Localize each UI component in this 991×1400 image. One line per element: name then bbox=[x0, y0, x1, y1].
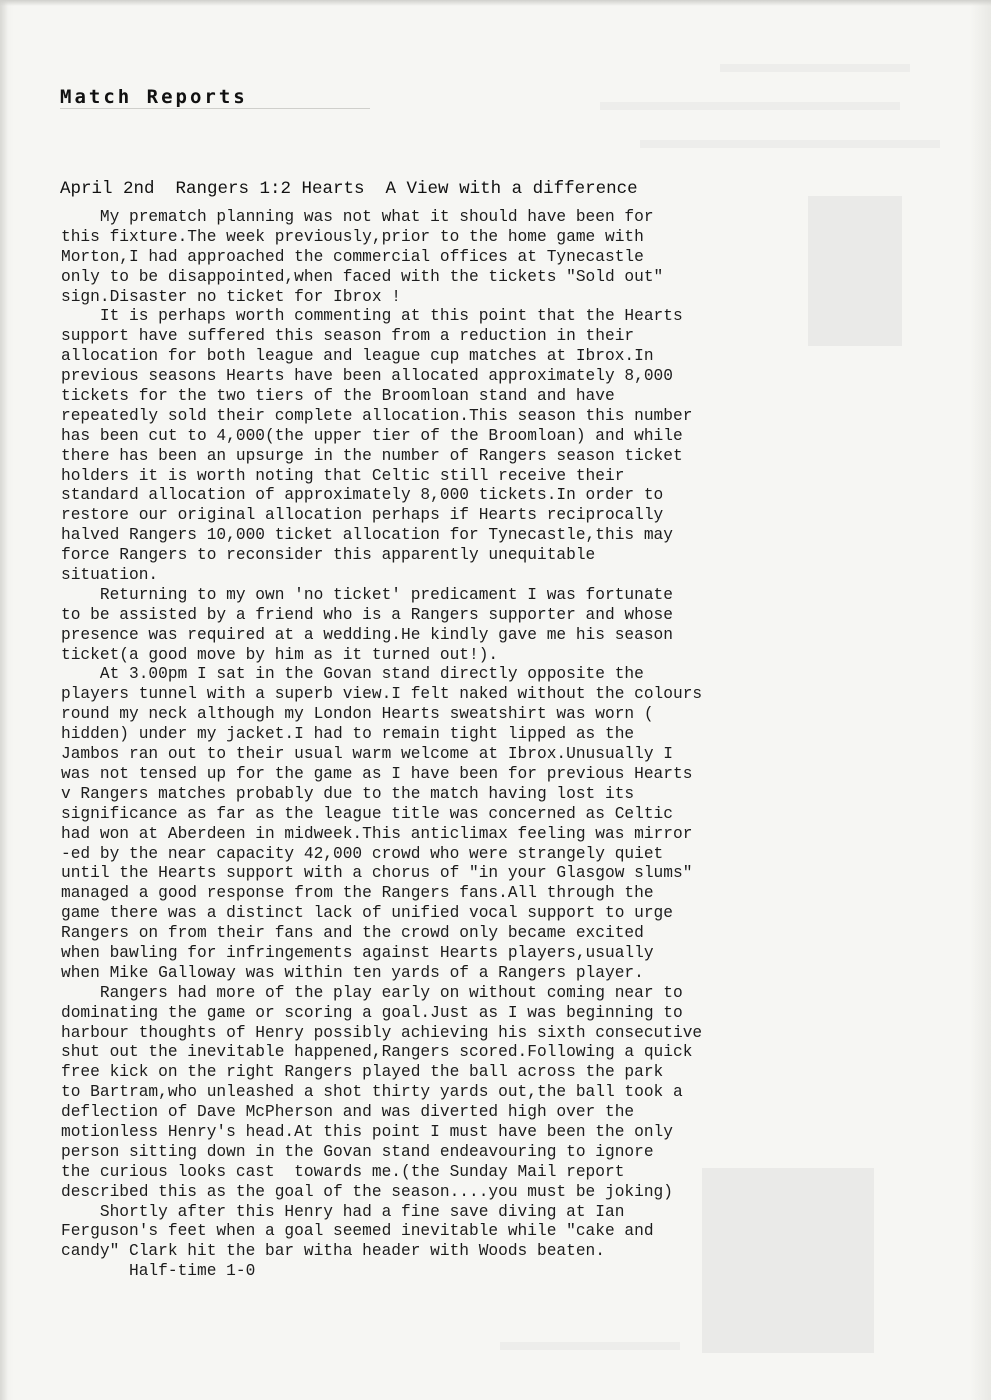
article-line: It is perhaps worth commenting at this point that the Hearts bbox=[61, 307, 683, 326]
article-line: candy" Clark hit the bar witha header with Woods beaten. bbox=[61, 1242, 605, 1261]
article-line: Rangers had more of the play early on without coming near to bbox=[61, 983, 683, 1002]
article-line: Returning to my own 'no ticket' predicament I was fortunate bbox=[61, 585, 673, 604]
article-line: -ed by the near capacity 42,000 crowd who were strangely quiet bbox=[61, 844, 664, 863]
article-line: holders it is worth noting that Celtic still receive their bbox=[61, 466, 625, 485]
article-line: significance as far as the league title was concerned as Celtic bbox=[61, 804, 673, 823]
article-line: when bawling for infringements against Hearts players,usually bbox=[61, 943, 654, 962]
article-line: had won at Aberdeen in midweek.This anticlimax feeling was mirror bbox=[61, 824, 693, 843]
article-line: repeatedly sold their complete allocation.This season this number bbox=[61, 406, 693, 425]
article-line: deflection of Dave McPherson and was diverted high over the bbox=[61, 1103, 635, 1122]
article-line: sign.Disaster no ticket for Ibrox ! bbox=[61, 287, 401, 306]
article-title: April 2nd Rangers 1:2 Hearts A View with a difference bbox=[60, 179, 638, 199]
article-line: At 3.00pm I sat in the Govan stand directly opposite the bbox=[61, 665, 644, 684]
article-line: support have suffered this season from a reduction in their bbox=[61, 327, 635, 346]
article-line: to Bartram,who unleashed a shot thirty yards out,the ball took a bbox=[61, 1083, 683, 1102]
article-line: described this as the goal of the season....you must be joking) bbox=[61, 1182, 673, 1201]
article-line: managed a good response from the Rangers fans.All through the bbox=[61, 884, 654, 903]
bleed-through-line bbox=[640, 140, 940, 148]
bleed-through-line bbox=[600, 102, 900, 110]
article-line: person sitting down in the Govan stand endeavouring to ignore bbox=[61, 1142, 654, 1161]
article-line: standard allocation of approximately 8,000 tickets.In order to bbox=[61, 486, 664, 505]
article-line: Jambos ran out to their usual warm welcome at Ibrox.Unusually I bbox=[61, 745, 673, 764]
article-line: Morton,I had approached the commercial offices at Tynecastle bbox=[61, 247, 644, 266]
article-line: when Mike Galloway was within ten yards of a Rangers player. bbox=[61, 963, 644, 982]
article-line: motionless Henry's head.At this point I must have been the only bbox=[61, 1122, 673, 1141]
article-line: dominating the game or scoring a goal.Just as I was beginning to bbox=[61, 1003, 683, 1022]
article-line: has been cut to 4,000(the upper tier of the Broomloan) and while bbox=[61, 426, 683, 445]
article-line: My prematch planning was not what it should have been for bbox=[61, 208, 654, 226]
article-line: only to be disappointed,when faced with the tickets "Sold out" bbox=[61, 267, 664, 286]
bleed-through-line bbox=[720, 64, 910, 72]
section-heading: Match Reports bbox=[60, 86, 248, 108]
article-line: game there was a distinct lack of unified vocal support to urge bbox=[61, 904, 673, 923]
article-line: allocation for both league and league cup matches at Ibrox.In bbox=[61, 347, 654, 366]
scan-left-edge bbox=[0, 0, 8, 1400]
article-line: halved Rangers 10,000 ticket allocation for Tynecastle,this may bbox=[61, 526, 673, 545]
article-line: was not tensed up for the game as I have been for previous Hearts bbox=[61, 764, 693, 783]
article-line: players tunnel with a superb view.I felt naked without the colours bbox=[61, 685, 703, 704]
article-line: harbour thoughts of Henry possibly achieving his sixth consecutive bbox=[61, 1023, 703, 1042]
article-line: the curious looks cast towards me.(the Sunday Mail report bbox=[61, 1162, 625, 1181]
bleed-through-line bbox=[500, 1342, 680, 1350]
article-body bbox=[61, 208, 881, 1282]
article-line: this fixture.The week previously,prior to the home game with bbox=[61, 227, 644, 246]
article-line: ticket(a good move by him as it turned out!). bbox=[61, 645, 499, 664]
article-line: Shortly after this Henry had a fine save diving at Ian bbox=[61, 1202, 625, 1221]
article-line: previous seasons Hearts have been allocated approximately 8,000 bbox=[61, 367, 673, 386]
article-line: there has been an upsurge in the number of Rangers season ticket bbox=[61, 446, 683, 465]
article-line: free kick on the right Rangers played the ball across the park bbox=[61, 1063, 664, 1082]
scan-top-edge bbox=[0, 0, 991, 6]
heading-underline bbox=[60, 108, 370, 109]
article-line: v Rangers matches probably due to the match having lost its bbox=[61, 784, 635, 803]
article-line: until the Hearts support with a chorus of "in your Glasgow slums" bbox=[61, 864, 693, 883]
article-line: hidden) under my jacket.I had to remain tight lipped as the bbox=[61, 725, 635, 744]
article-line: Half-time 1-0 bbox=[61, 1262, 256, 1281]
article-line: Ferguson's feet when a goal seemed inevitable while "cake and bbox=[61, 1222, 654, 1241]
article-line: restore our original allocation perhaps if Hearts reciprocally bbox=[61, 506, 664, 525]
article-line: situation. bbox=[61, 566, 159, 585]
article-line: Rangers on from their fans and the crowd only became excited bbox=[61, 924, 644, 943]
article-line: force Rangers to reconsider this apparently unequitable bbox=[61, 546, 596, 565]
article-line: round my neck although my London Hearts sweatshirt was worn ( bbox=[61, 705, 654, 724]
article-line: presence was required at a wedding.He kindly gave me his season bbox=[61, 625, 673, 644]
article-line: to be assisted by a friend who is a Rangers supporter and whose bbox=[61, 605, 673, 624]
article-line: tickets for the two tiers of the Broomloan stand and have bbox=[61, 387, 615, 406]
article-line: shut out the inevitable happened,Rangers scored.Following a quick bbox=[61, 1043, 693, 1062]
